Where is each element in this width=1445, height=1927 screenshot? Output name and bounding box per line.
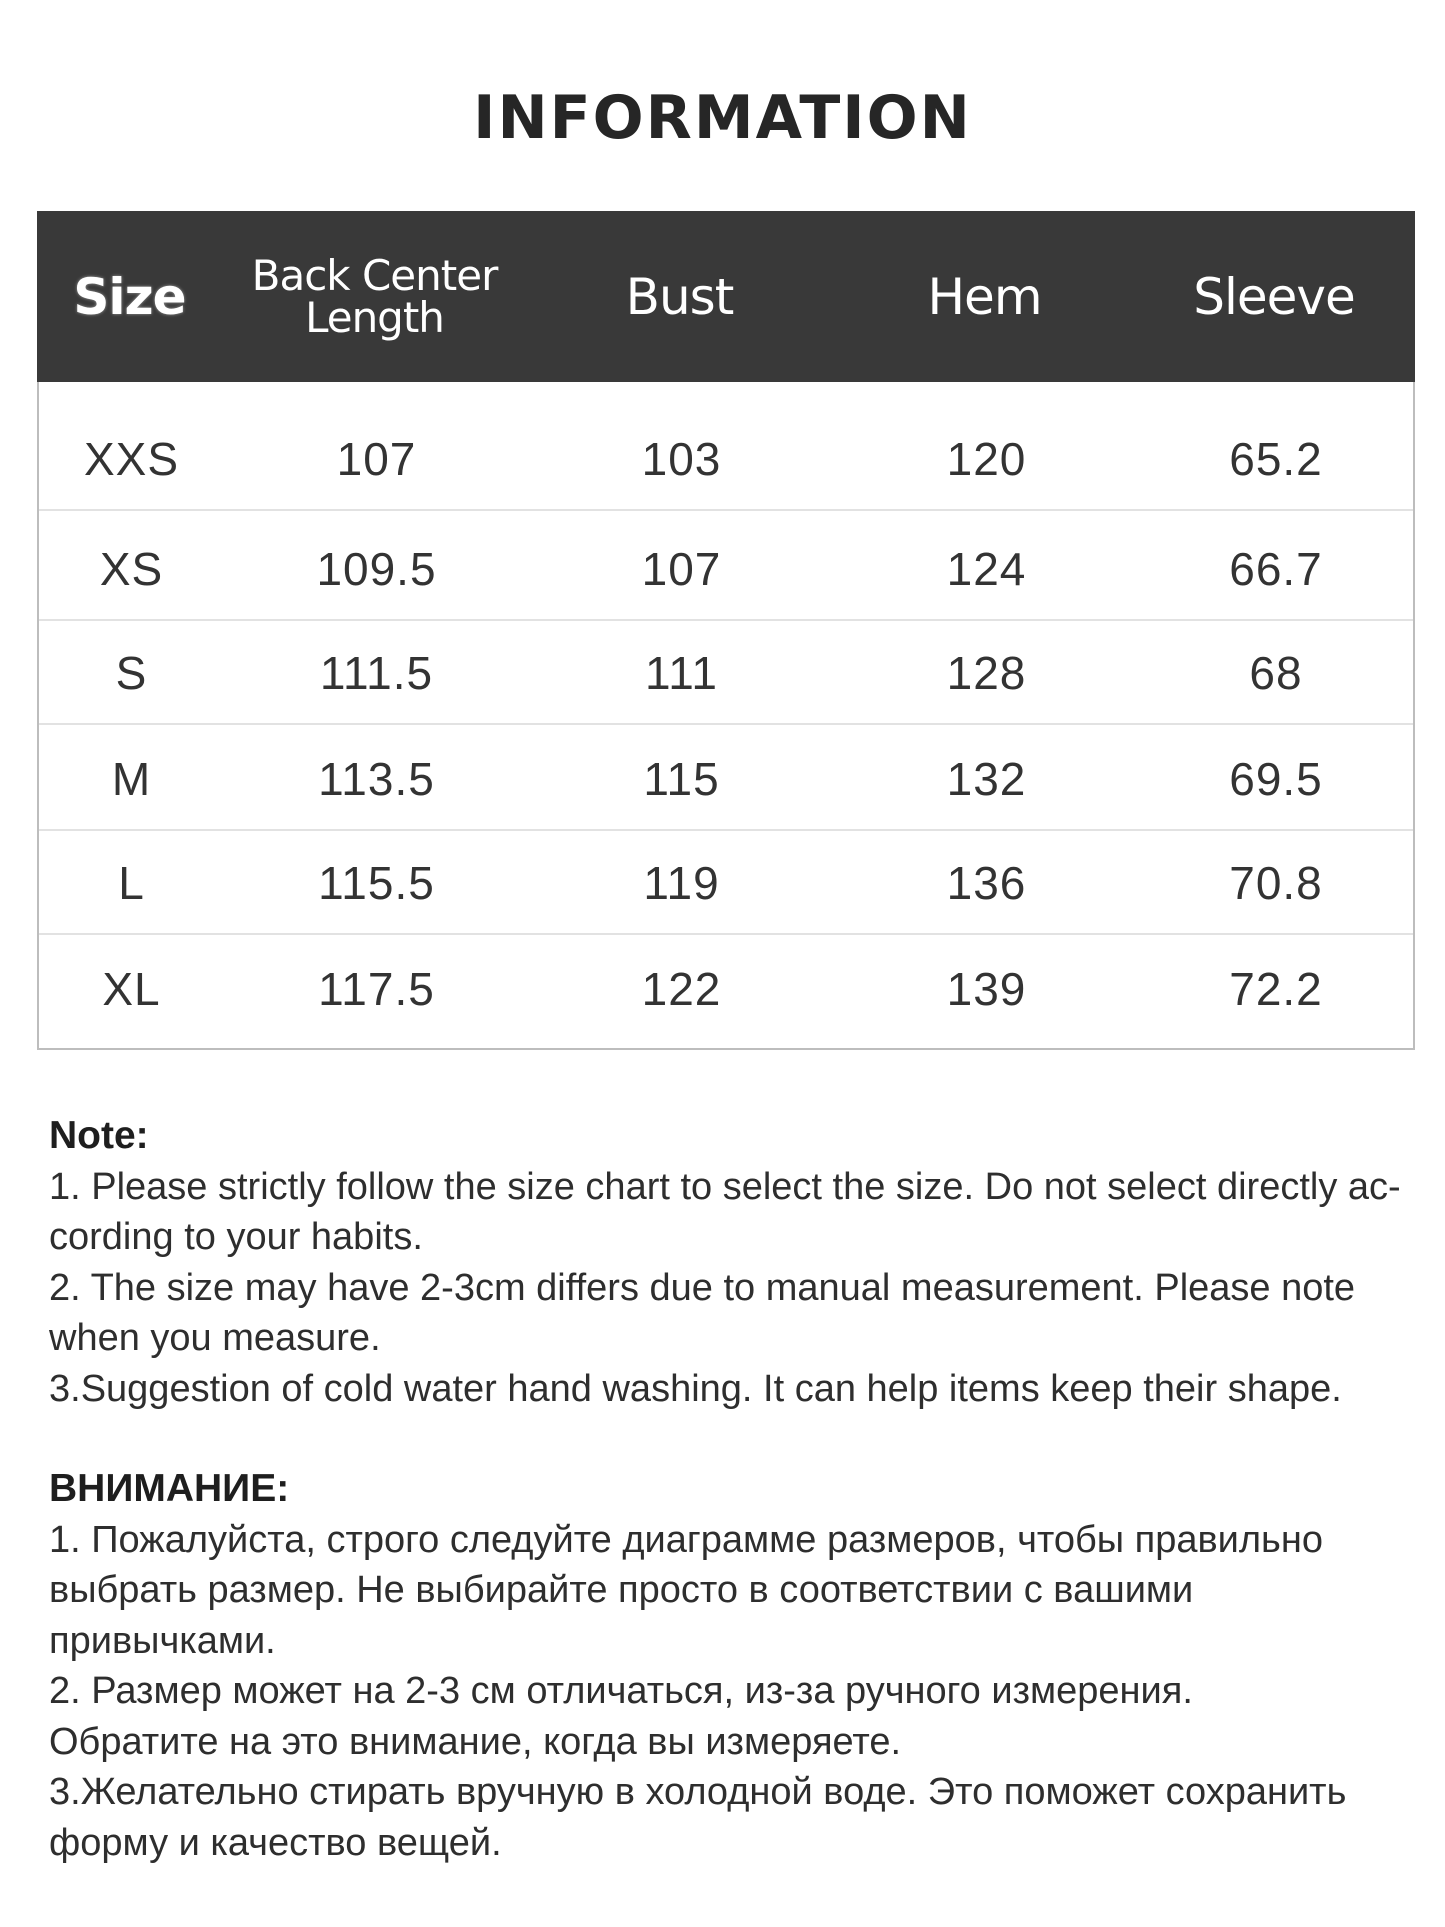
header-back-center-line1: Back Center (251, 250, 498, 300)
size-chart-table (37, 211, 1415, 1050)
cell-hem: 139 (946, 963, 1027, 1015)
cell-sleeve: 70.8 (1229, 857, 1323, 909)
note-ru-line: 1. Пожалуйста, строго следуйте диаграмме размеров, чтобы правильно (49, 1518, 1323, 1561)
note-ru-line: Обратите на это внимание, когда вы измеряете. (49, 1720, 902, 1763)
header-back-center-length (222, 211, 527, 382)
cell-sleeve: 65.2 (1229, 433, 1323, 485)
note-en-line: when you measure. (49, 1317, 381, 1359)
cell-bust: 122 (641, 963, 722, 1015)
cell-sleeve: 72.2 (1229, 963, 1323, 1015)
cell-back-center-length: 113.5 (318, 753, 435, 805)
note-en-line: cording to your habits. (49, 1216, 423, 1258)
cell-size: XL (102, 963, 161, 1015)
note-ru-heading: ВНИМАНИЕ: (49, 1467, 290, 1510)
cell-back-center-length: 109.5 (316, 543, 437, 595)
cell-size: XS (99, 543, 164, 595)
cell-sleeve: 68 (1249, 647, 1303, 699)
cell-sleeve: 69.5 (1229, 753, 1323, 805)
cell-back-center-length: 117.5 (318, 963, 435, 1015)
note-ru-line: привычками. (49, 1619, 276, 1662)
cell-size: S (115, 647, 148, 699)
cell-hem: 124 (946, 543, 1027, 595)
note-ru-line: форму и качество вещей. (49, 1821, 502, 1864)
note-ru-line: выбрать размер. Не выбирайте просто в соответствии с вашими (49, 1569, 1194, 1611)
note-en-line: 1. Please strictly follow the size chart to select the size. Do not select directly ac- (49, 1165, 1401, 1208)
notes-section (49, 1111, 1409, 1868)
table-row (39, 831, 1413, 935)
note-ru-line: 3.Желательно стирать вручную в холодной воде. Это поможет сохранить (49, 1771, 1347, 1813)
cell-hem: 128 (946, 647, 1027, 699)
note-ru-line: 2. Размер может на 2-3 см отличаться, из-за ручного измерения. (49, 1670, 1193, 1712)
cell-hem: 132 (946, 753, 1027, 805)
cell-hem: 136 (946, 857, 1027, 909)
note-en-heading: Note: (49, 1114, 149, 1157)
header-hem: Hem (927, 267, 1042, 326)
note-en-line: 2. The size may have 2-3cm differs due to manual measurement. Please note (49, 1266, 1356, 1309)
note-en-line: 3.Suggestion of cold water hand washing. It can help items keep their shape. (49, 1367, 1342, 1410)
cell-bust: 115 (643, 753, 720, 805)
page-title: INFORMATION (473, 83, 972, 153)
cell-back-center-length: 115.5 (318, 857, 435, 909)
header-sleeve: Sleeve (1193, 267, 1355, 326)
cell-hem: 120 (946, 433, 1027, 485)
cell-bust: 119 (643, 857, 720, 909)
cell-bust: 111 (645, 647, 718, 699)
table-row (39, 727, 1413, 831)
header-bust: Bust (625, 267, 734, 326)
table-row (39, 937, 1413, 1041)
cell-sleeve: 66.7 (1229, 543, 1323, 595)
cell-back-center-length: 107 (336, 433, 417, 485)
table-row (39, 407, 1413, 511)
table-row (39, 621, 1413, 725)
table-row (39, 517, 1413, 621)
header-back-center-line2: Length (305, 292, 444, 342)
cell-size: M (111, 753, 152, 805)
cell-size: XXS (83, 433, 180, 485)
cell-bust: 103 (641, 433, 722, 485)
table-header (37, 211, 1415, 382)
header-size: Size (73, 267, 186, 326)
cell-back-center-length: 111.5 (319, 647, 434, 699)
cell-bust: 107 (641, 543, 722, 595)
cell-size: L (118, 857, 145, 909)
